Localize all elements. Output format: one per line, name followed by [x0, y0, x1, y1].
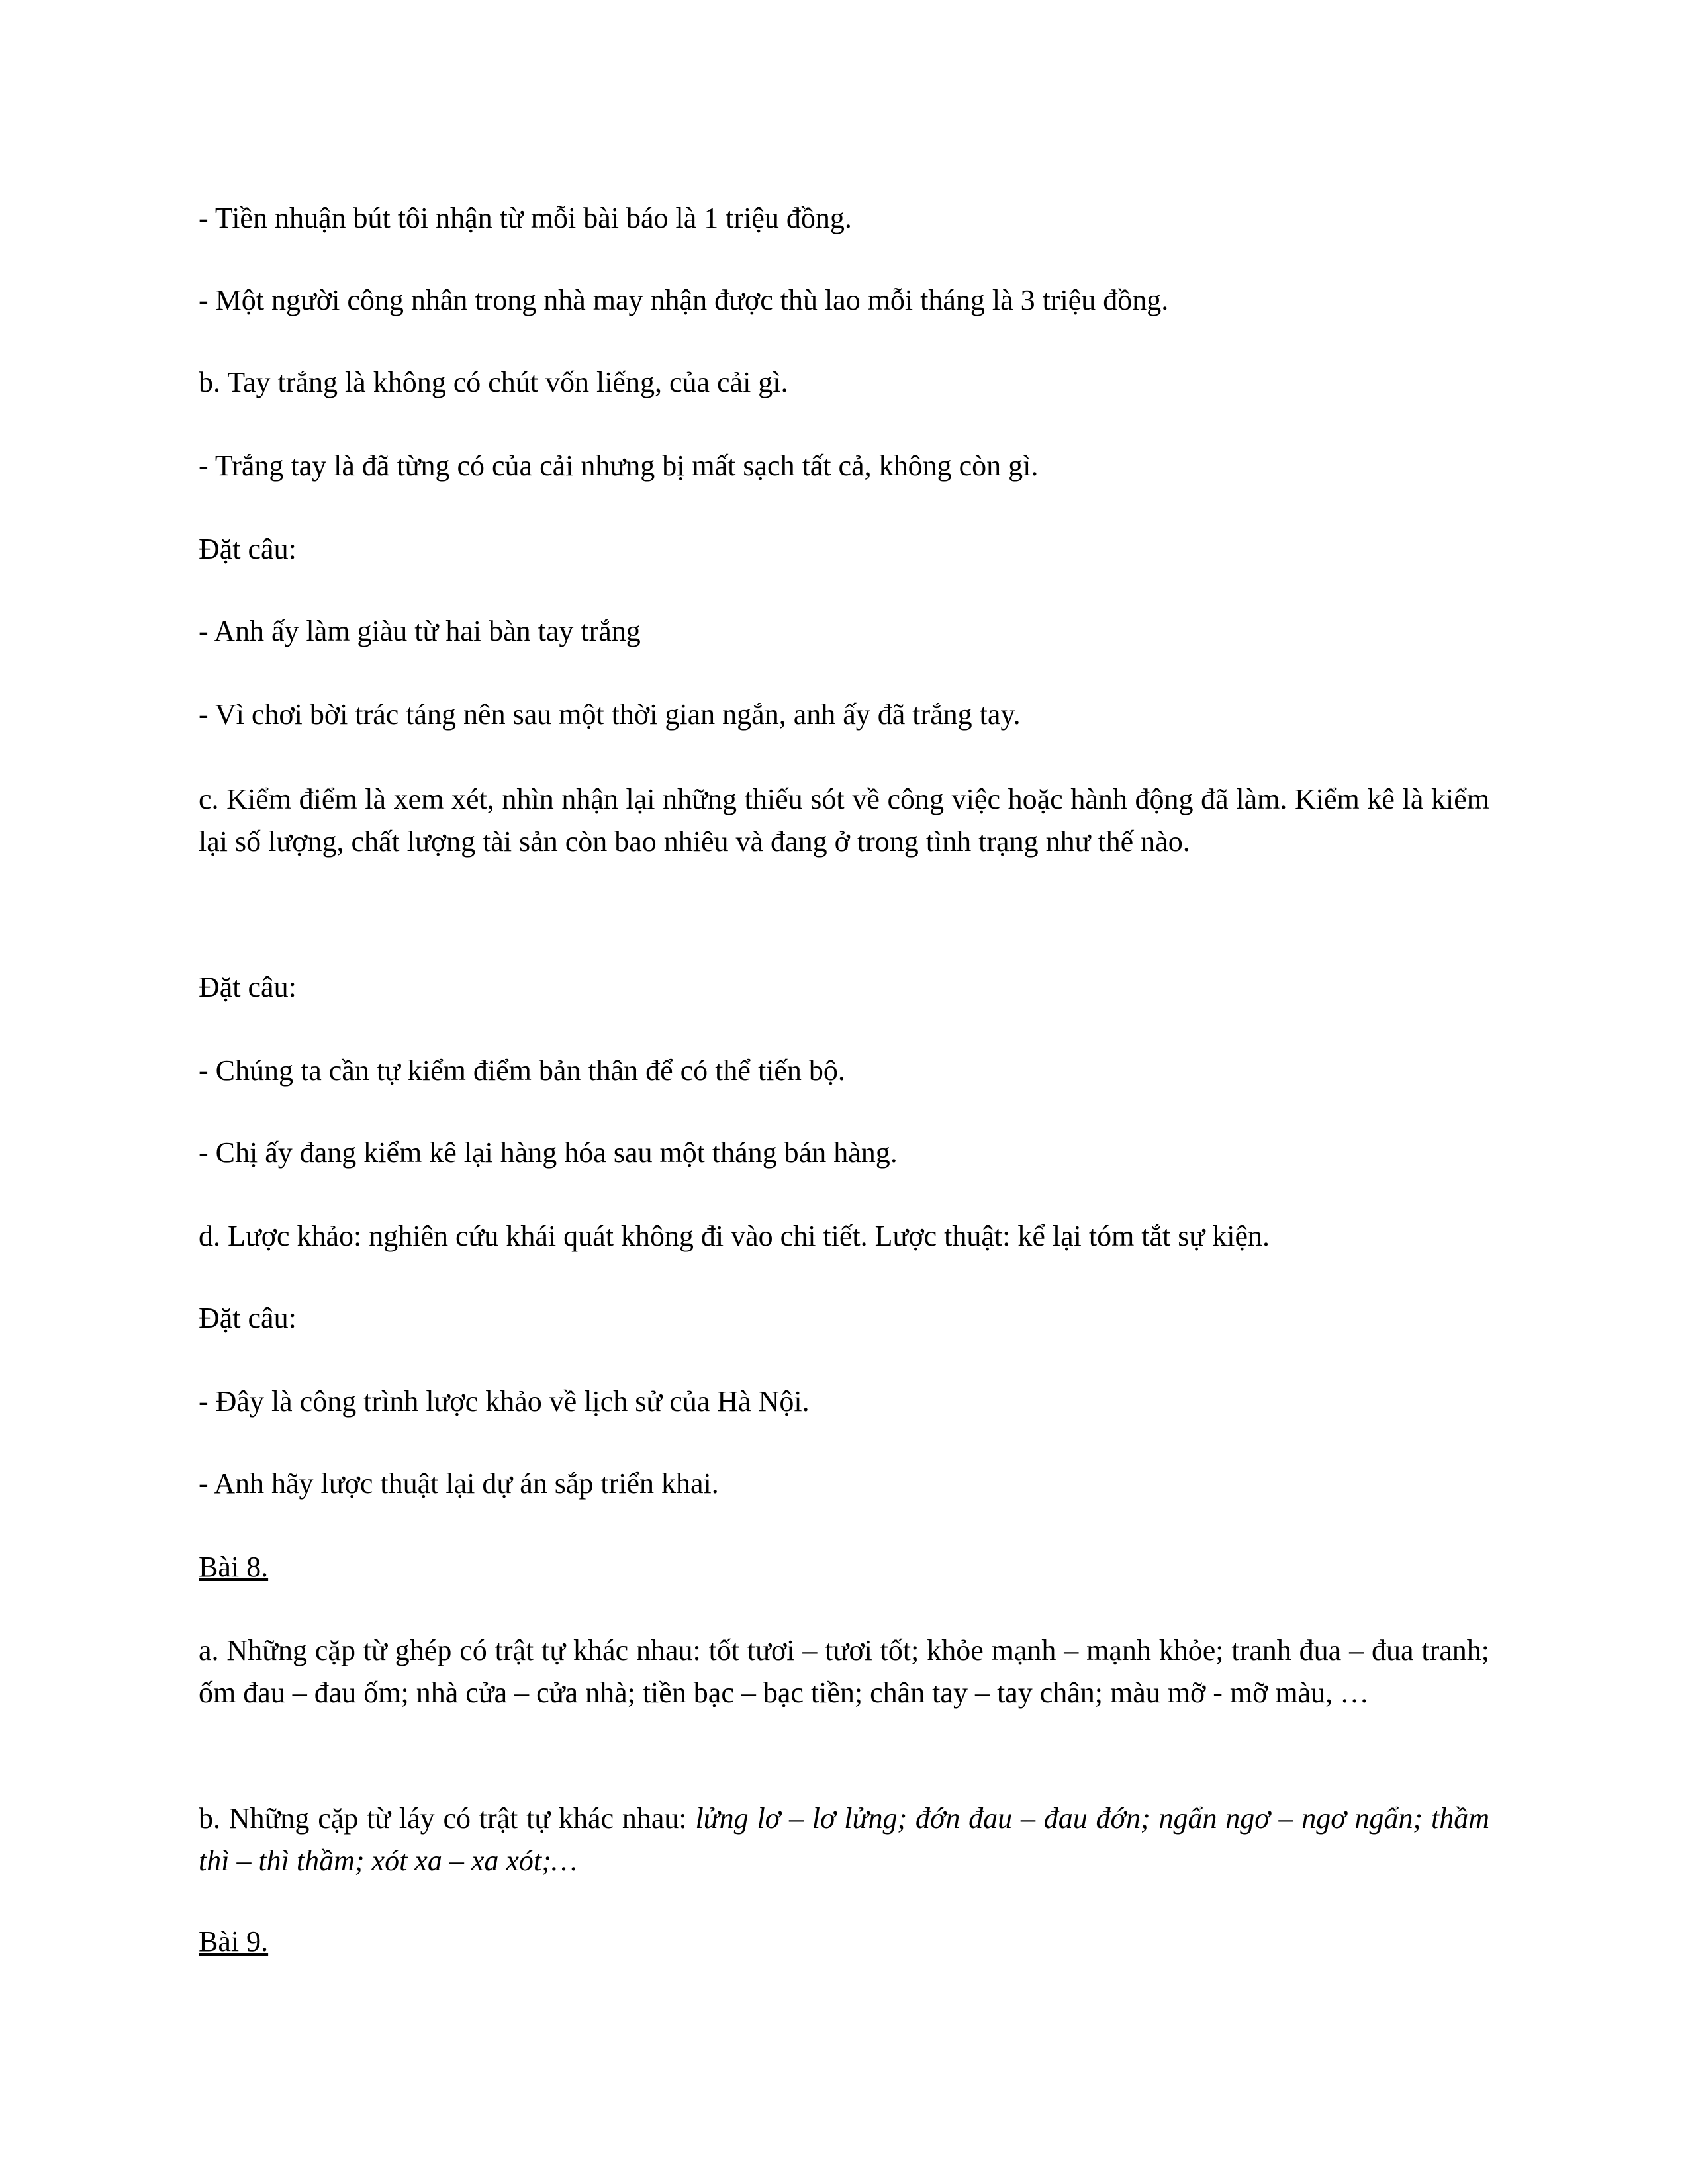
paragraph-d-luoc-khao: d. Lược khảo: nghiên cứu khái quát không đi vào chi tiết. Lược thuật: kể lại tóm tắt sự kiện. — [199, 1220, 1270, 1252]
bai8-b-prefix: b. Những cặp từ láy có trật tự khác nhau: — [199, 1802, 696, 1835]
paragraph-trang-tay: - Trắng tay là đã từng có của cải nhưng bị mất sạch tất cả, không còn gì. — [199, 449, 1039, 482]
example-luoc-thuat: - Anh hãy lược thuật lại dự án sắp triển khai. — [199, 1467, 719, 1500]
example-kiem-diem: - Chúng ta cần tự kiểm điểm bản thân để có thể tiến bộ. — [199, 1054, 845, 1087]
paragraph-b-tay-trang: b. Tay trắng là không có chút vốn liếng, của cải gì. — [199, 366, 788, 398]
paragraph-thu-lao: - Một người công nhân trong nhà may nhận được thù lao mỗi tháng là 3 triệu đồng. — [199, 284, 1169, 316]
paragraph-bai8-a: a. Những cặp từ ghép có trật tự khác nhau: tốt tươi – tươi tốt; khỏe mạnh – mạnh khỏe; tranh đua – đua tranh; ốm đau – đau ốm; nhà cửa – cửa nhà; tiền bạc – bạc tiền; chân tay – tay chân; màu mỡ - mỡ màu, … — [199, 1634, 1489, 1709]
bai8-b-examples: lửng lơ – lơ lửng; đớn đau – đau đớn; ngẩn ngơ – ngơ ngẩn; thầm thì – thì thầm; xót xa – xa xót;… — [199, 1802, 1489, 1877]
heading-bai-8: Bài 8. — [199, 1551, 269, 1583]
label-dat-cau-1: Đặt câu: — [199, 533, 297, 565]
label-dat-cau-2: Đặt câu: — [199, 971, 297, 1003]
example-lam-giau: - Anh ấy làm giàu từ hai bàn tay trắng — [199, 615, 641, 647]
example-kiem-ke: - Chị ấy đang kiểm kê lại hàng hóa sau một tháng bán hàng. — [199, 1136, 898, 1169]
paragraph-bai8-b — [199, 1797, 1489, 1882]
example-trang-tay: - Vì chơi bời trác táng nên sau một thời gian ngắn, anh ấy đã trắng tay. — [199, 698, 1021, 731]
paragraph-nhuan-but: - Tiền nhuận bút tôi nhận từ mỗi bài báo là 1 triệu đồng. — [199, 202, 852, 234]
example-luoc-khao: - Đây là công trình lược khảo về lịch sử của Hà Nội. — [199, 1385, 810, 1418]
label-dat-cau-3: Đặt câu: — [199, 1302, 297, 1334]
paragraph-c-kiem-diem: c. Kiểm điểm là xem xét, nhìn nhận lại những thiếu sót về công việc hoặc hành động đã làm. Kiểm kê là kiểm lại số lượng, chất lượng tài sản còn bao nhiêu và đang ở trong tình trạng như thế nào. — [199, 783, 1489, 858]
heading-bai-9: Bài 9. — [199, 1925, 269, 1958]
